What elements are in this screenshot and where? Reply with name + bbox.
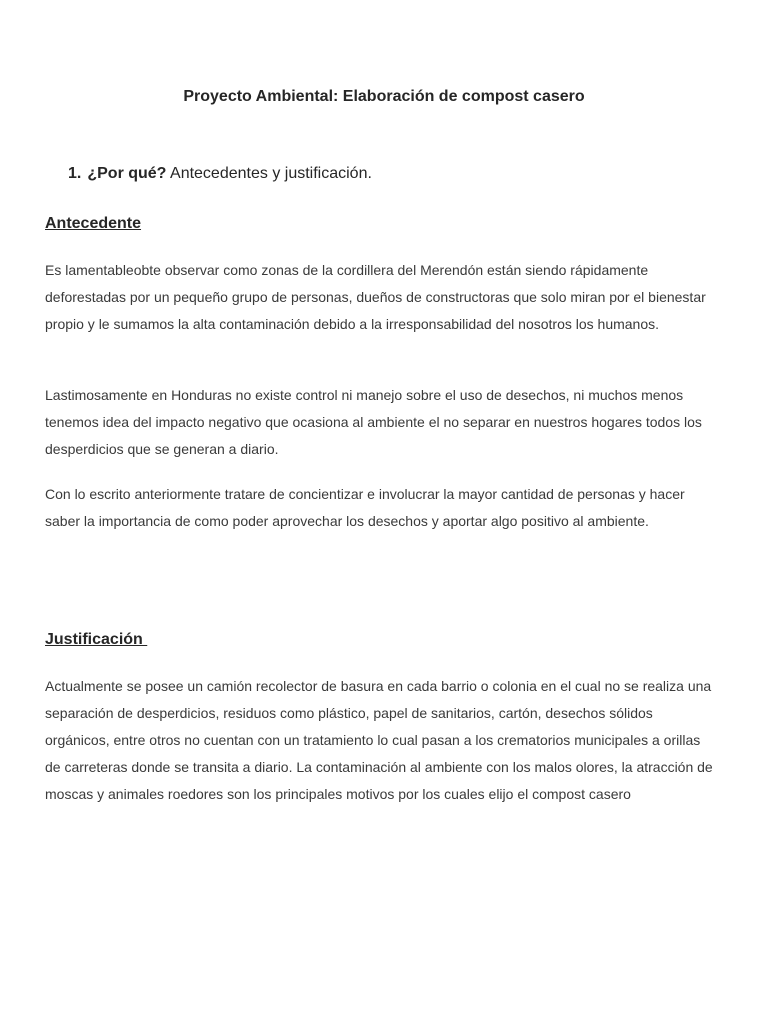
justificacion-paragraph: Actualmente se posee un camión recolector de basura en cada barrio o colonia en el cual no se realiza una separación de desperdicios, residuos como plástico, papel de sanitarios, cartón, desechos sólidos orgánicos, entre otros no cuentan con un tratamiento lo cual pasan a los crematorios municipales a orillas de carreteras donde se transita a diario. La contaminación al ambiente con los malos olores, la atracción de moscas y animales roedores son los principales motivos por los cuales elijo el compost casero: [45, 678, 713, 802]
antecedente-paragraph-2: Lastimosamente en Honduras no existe control ni manejo sobre el uso de desechos, ni muchos menos tenemos idea del impacto negativo que ocasiona al ambiente el no separar en nuestros hogares todos los desperdicios que se generan a diario.: [45, 387, 702, 457]
justificacion-heading: Justificación: [45, 631, 148, 648]
antecedente-paragraph-3: Con lo escrito anteriormente tratare de concientizar e involucrar la mayor cantidad de personas y hacer saber la importancia de como poder aprovechar los desechos y aportar algo positivo al ambiente.: [45, 486, 685, 529]
section-number: 1.: [68, 165, 82, 182]
antecedente-heading: Antecedente: [45, 215, 142, 232]
section-question: ¿Por qué?: [87, 165, 167, 182]
section-subtitle: Antecedentes y justificación.: [166, 165, 372, 182]
document-title: Proyecto Ambiental: Elaboración de compost casero: [183, 88, 585, 105]
section-heading: [68, 163, 372, 185]
antecedente-paragraph-1: Es lamentableobte observar como zonas de la cordillera del Merendón están siendo rápidamente deforestadas por un pequeño grupo de personas, dueños de constructoras que solo miran por el bienestar propio y le sumamos la alta contaminación debido a la irresponsabilidad del nosotros los humanos.: [45, 262, 706, 332]
